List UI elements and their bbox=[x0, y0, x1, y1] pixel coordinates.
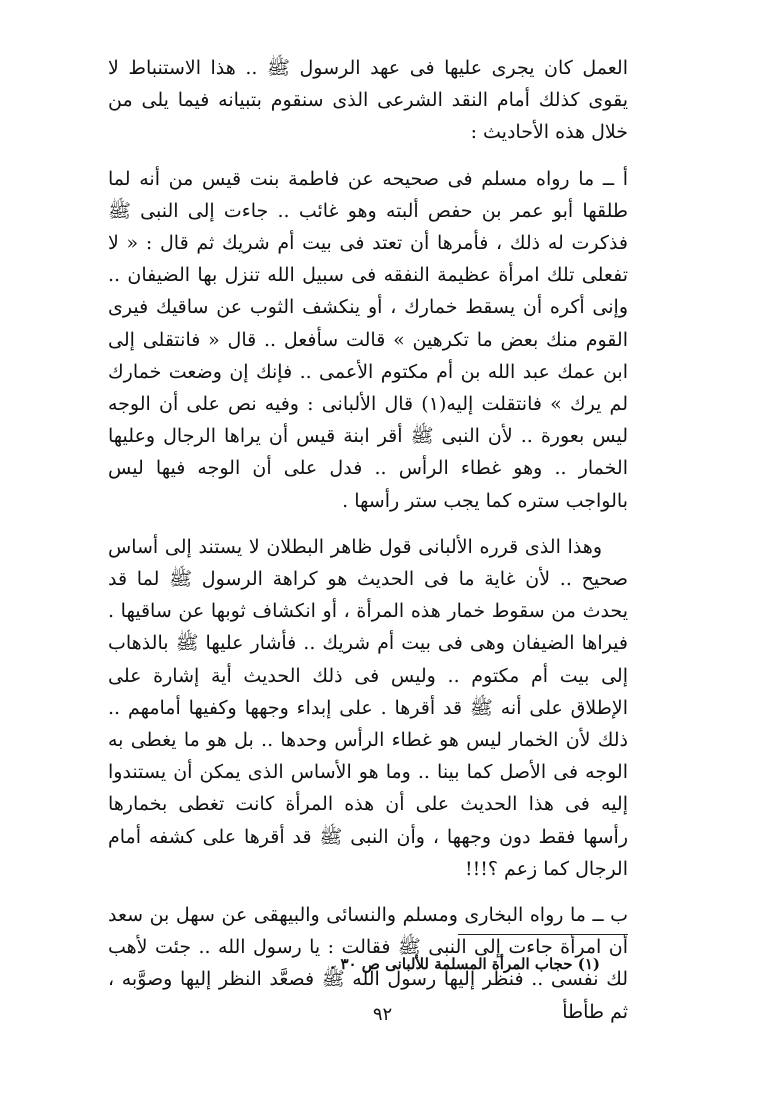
footnote-divider bbox=[458, 934, 628, 935]
paragraph-hadith-b: ب ــ ما رواه البخارى ومسلم والنسائى والبيهقى عن سهل بن سعد أن امرأة جاءت إلى النبى ﷺ فقالت : يا رسول الله .. جئت لأهب لك نفسى .. فنظر إليها رسول الله ﷺ فصعَّد النظر إليها وصوَّبه ، ثم طأطأ bbox=[108, 904, 628, 1023]
page-number: ٩٢ bbox=[372, 1004, 393, 1025]
page-body bbox=[108, 52, 628, 1028]
paragraph-intro: العمل كان يجرى عليها فى عهد الرسول ﷺ .. هذا الاستنباط لا يقوى كذلك أمام النقد الشرعى الذى سنقوم بتبيانه فيما يلى من خلال هذه الأحاديث : bbox=[108, 57, 628, 144]
paragraph-refutation: وهذا الذى قرره الألبانى قول ظاهر البطلان لا يستند إلى أساس صحيح .. لأن غاية ما فى الحديث هو كراهة الرسول ﷺ لما قد يحدث من سقوط خمار هذه المرأة ، أو انكشاف ثوبها عن ساقيها . فيراها الضيفان وهى فى بيت أم شريك .. فأشار عليها ﷺ بالذهاب إلى بيت أم مكتوم .. وليس فى ذلك الحديث أية إشارة على الإطلاق على أنه ﷺ قد أقرها . على إبداء وجهها وكفيها أمامهم .. ذلك لأن الخمار ليس هو غطاء الرأس وحدها .. بل هو ما يغطى به الوجه فى الأصل كما بينا .. وما هو الأساس الذى يمكن أن يستندوا إليه فى هذا الحديث على أن هذه المرأة كانت تغطى بخمارها رأسها فقط دون وجهها ، وأن النبى ﷺ قد أقرها على كشفه أمام الرجال كما زعم ؟!!! bbox=[108, 535, 628, 880]
paragraph-hadith-a: أ ــ ما رواه مسلم فى صحيحه عن فاطمة بنت قيس من أنه لما طلقها أبو عمر بن حفص ألبته وهو غائب .. جاءت إلى النبى ﷺ فذكرت له ذلك ، فأمرها أن تعتد فى بيت أم شريك ثم قال : « لا تفعلى تلك امرأة عظيمة النفقه فى سبيل الله تنزل بها الضيفان .. وإنى أكره أن يسقط خمارك ، أو ينكشف الثوب عن ساقيك فيرى القوم منك بعض ما تكرهين » قالت سأفعل .. قال « فانتقلى إلى ابن عمك عبد الله بن أم مكتوم الأعمى .. فإنك إن وضعت خمارك لم يرك » فانتقلت إليه(١) قال الألبانى : وفيه نص على أن الوجه ليس بعورة .. لأن النبى ﷺ أقر ابنة قيس أن يراها الرجال وعليها الخمار .. وهو غطاء الرأس .. فدل على أن الوجه فيها ليس بالواجب ستره كما يجب ستر رأسها . bbox=[108, 167, 628, 512]
footnote: (١) حجاب المرأة المسلمة للألبانى ص ٣٠ . bbox=[329, 955, 600, 973]
